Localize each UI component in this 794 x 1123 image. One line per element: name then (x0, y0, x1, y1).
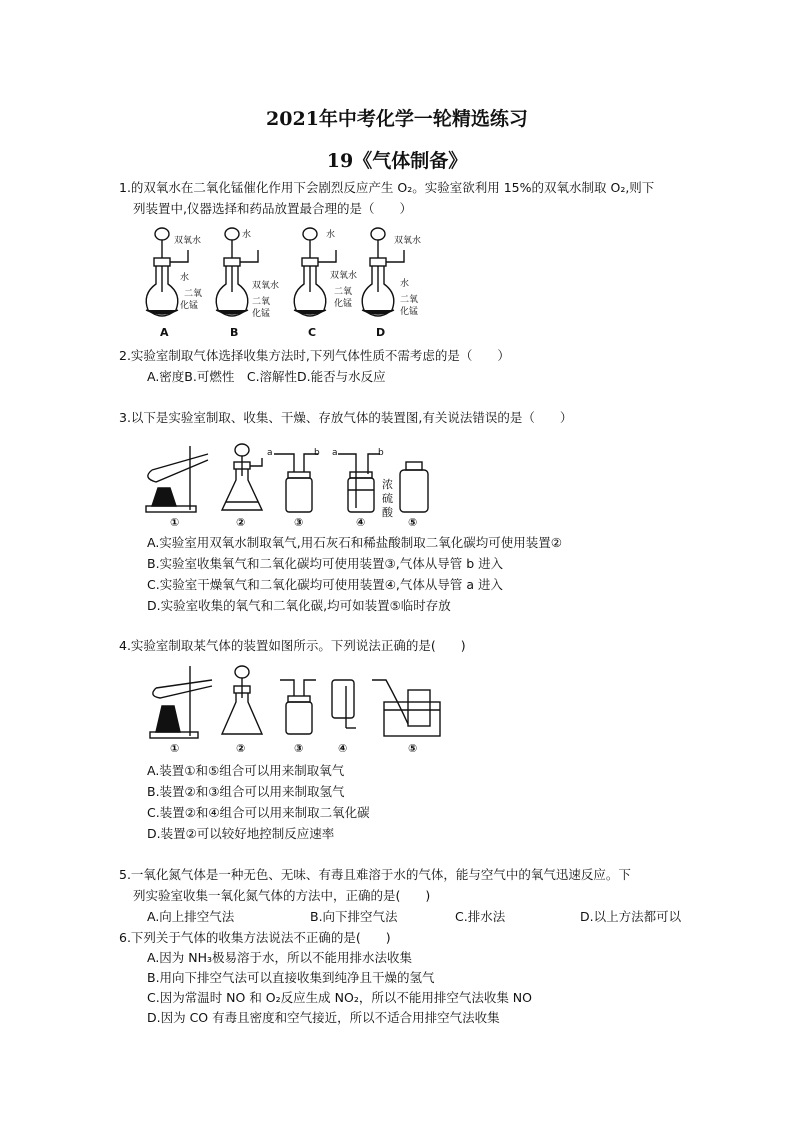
q4-num-4: ④ (338, 742, 348, 755)
q4-device-3 (280, 680, 316, 734)
q4-device-2 (222, 666, 262, 734)
q3-num-5: ⑤ (408, 516, 418, 529)
q5-option-d: D.以上方法都可以 (580, 909, 682, 924)
q5-option-a: A.向上排空气法 (147, 909, 235, 924)
q3-device-4 (338, 454, 380, 512)
q3-label-liu: 硫 (382, 492, 393, 505)
q1-option-a: A (160, 326, 169, 339)
q1-label-d-top: 双氧水 (394, 236, 422, 246)
q6-option-c: C.因为常温时 NO 和 O₂反应生成 NO₂，所以不能用排空气法收集 NO (147, 990, 532, 1005)
q1-label-c-water: 水 (326, 230, 336, 240)
q3-stem: 3.以下是实验室制取、收集、干燥、存放气体的装置图,有关说法错误的是（ ） (119, 410, 573, 425)
q4-num-1: ① (170, 742, 180, 755)
q6-stem: 6.下列关于气体的收集方法说法不正确的是( ) (119, 930, 391, 945)
q3-label-b2: b (378, 448, 384, 458)
q2-stem: 2.实验室制取气体选择收集方法时,下列气体性质不需考虑的是（ ） (119, 348, 510, 363)
q3-option-a: A.实验室用双氧水制取氧气,用石灰石和稀盐酸制取二氧化碳均可使用装置② (147, 535, 562, 550)
q1-label-d-mn1: 二氧 (400, 295, 419, 305)
q4-option-c: C.装置②和④组合可以用来制取二氧化碳 (147, 805, 370, 820)
q3-num-1: ① (170, 516, 180, 529)
q3-device-2 (222, 444, 262, 510)
q1-apparatus-figure (140, 222, 470, 340)
q1-option-b: B (230, 326, 239, 339)
q1-label-a-water: 水 (180, 273, 190, 283)
q4-device-1 (150, 666, 212, 738)
q4-num-3: ③ (294, 742, 304, 755)
q3-apparatus-figure (142, 440, 442, 534)
q3-num-3: ③ (294, 516, 304, 529)
q1-option-c: C (308, 326, 317, 339)
q1-label-c-mn1: 二氧 (334, 287, 353, 297)
page-title: 2021年中考化学一轮精选练习 (266, 108, 528, 130)
q1-label-b-mn2: 化锰 (252, 309, 271, 319)
q3-label-nong: 浓 (382, 478, 393, 491)
q4-option-d: D.装置②可以较好地控制反应速率 (147, 826, 335, 841)
q1-label-c-mn2: 化锰 (334, 299, 353, 309)
q3-device-5 (400, 462, 428, 512)
q1-label-a-mn2: 化锰 (180, 301, 199, 311)
q4-apparatus-figure (146, 662, 446, 758)
q1-label-b-mn1: 二氧 (252, 297, 271, 307)
q1-label-b-h2o2: 双氧水 (252, 281, 280, 291)
q1-stem-line2: 列装置中,仪器选择和药品放置最合理的是（ ） (133, 201, 412, 216)
q4-stem: 4.实验室制取某气体的装置如图所示。下列说法正确的是( ) (119, 638, 466, 653)
q1-label-d-mn2: 化锰 (400, 307, 419, 317)
q5-stem-line1: 5.一氧化氮气体是一种无色、无味、有毒且难溶于水的气体，能与空气中的氧气迅速反应。下 (119, 867, 631, 882)
q3-num-2: ② (236, 516, 246, 529)
q4-num-5: ⑤ (408, 742, 418, 755)
q1-label-a-mn1: 二氧 (184, 289, 203, 299)
q6-option-d: D.因为 CO 有毒且密度和空气接近，所以不适合用排空气法收集 (147, 1010, 500, 1025)
q3-option-d: D.实验室收集的氧气和二氧化碳,均可如装置⑤临时存放 (147, 598, 451, 613)
q4-num-2: ② (236, 742, 246, 755)
q3-device-1 (146, 446, 208, 512)
q1-stem-line1: 1.的双氧水在二氧化锰催化作用下会剧烈反应产生 O₂。实验室欲利用 15%的双氧水制取 O₂,则下 (119, 180, 655, 195)
q3-label-suan: 酸 (382, 506, 393, 519)
q2-options: A.密度B.可燃性 C.溶解性D.能否与水反应 (147, 369, 386, 384)
q3-label-a2: a (332, 448, 338, 458)
q4-option-b: B.装置②和③组合可以用来制取氢气 (147, 784, 345, 799)
q1-label-c-h2o2: 双氧水 (330, 271, 358, 281)
q1-label-a-top: 双氧水 (174, 236, 202, 246)
q5-option-c: C.排水法 (455, 909, 506, 924)
q3-num-4: ④ (356, 516, 366, 529)
q6-option-b: B.用向下排空气法可以直接收集到纯净且干燥的氢气 (147, 970, 435, 985)
q5-option-b: B.向下排空气法 (310, 909, 398, 924)
q3-label-b1: b (314, 448, 320, 458)
q4-device-5 (372, 680, 440, 736)
q1-option-d: D (376, 326, 386, 339)
q3-label-a1: a (267, 448, 273, 458)
q4-device-4 (332, 680, 356, 728)
q5-stem-line2: 列实验室收集一氧化氮气体的方法中，正确的是( ) (133, 888, 431, 903)
q3-option-c: C.实验室干燥氧气和二氧化碳均可使用装置④,气体从导管 a 进入 (147, 577, 503, 592)
q6-option-a: A.因为 NH₃极易溶于水，所以不能用排水法收集 (147, 950, 413, 965)
q3-device-3 (274, 454, 318, 512)
q1-label-d-water: 水 (400, 279, 410, 289)
page-subtitle: 19《气体制备》 (326, 150, 468, 172)
q1-label-b-water: 水 (242, 230, 252, 240)
q3-option-b: B.实验室收集氧气和二氧化碳均可使用装置③,气体从导管 b 进入 (147, 556, 504, 571)
q4-option-a: A.装置①和⑤组合可以用来制取氧气 (147, 763, 345, 778)
